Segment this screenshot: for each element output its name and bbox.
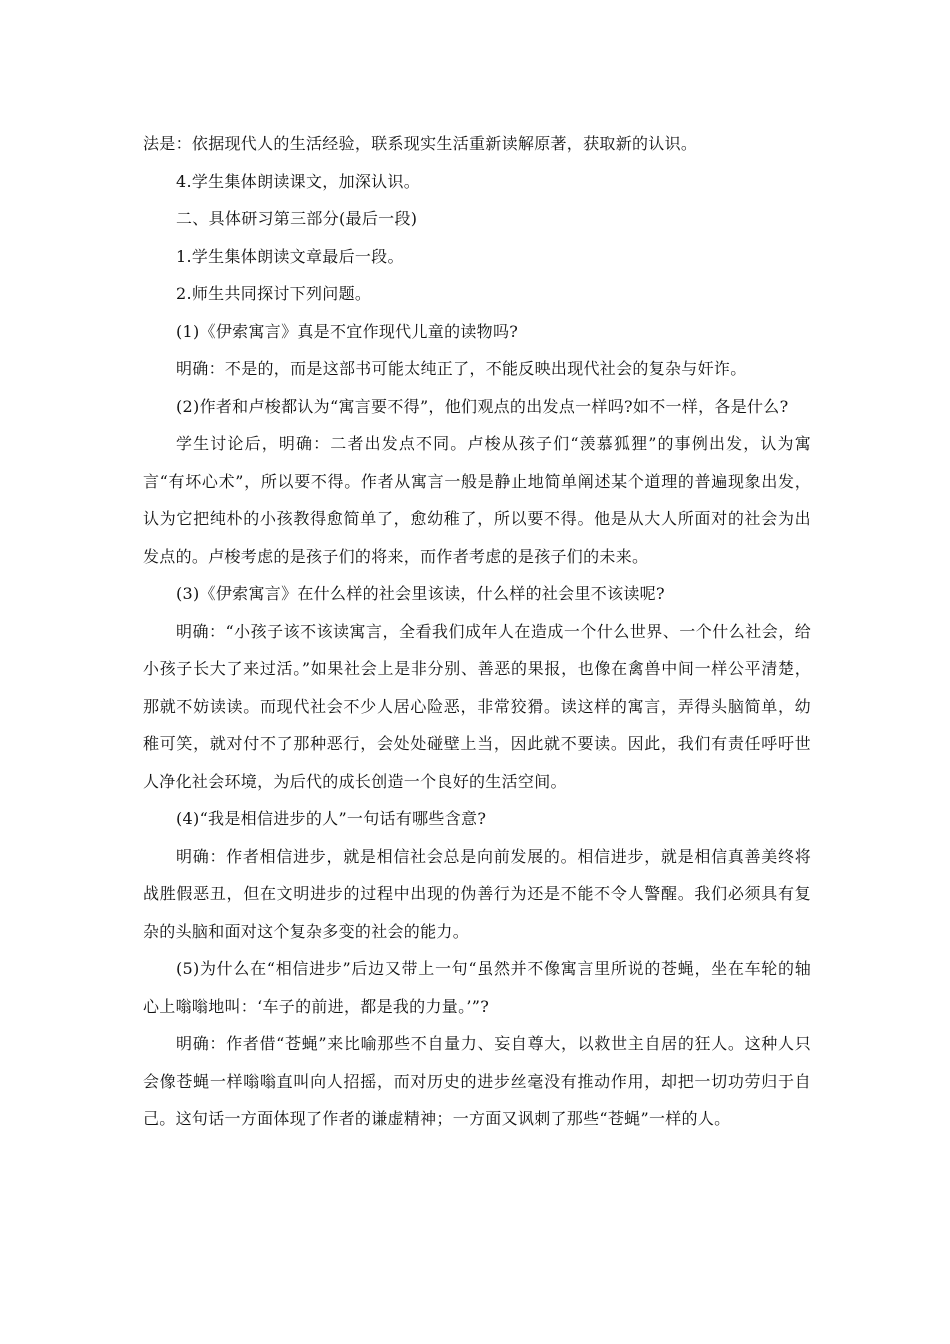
answer-4: 明确：作者相信进步，就是相信社会总是向前发展的。相信进步，就是相信真善美终将战胜假恶丑，但在文明进步的过程中出现的伪善行为还是不能不令人警醒。我们必须具有复杂的头脑和面对这个复杂多变的社会的能力。 <box>143 846 811 941</box>
paragraph-step-1: 1.学生集体朗读文章最后一段。 <box>176 246 404 266</box>
question-3: (3)《伊索寓言》在什么样的社会里该读，什么样的社会里不该读呢? <box>176 584 665 603</box>
question-5: (5)为什么在“相信进步”后边又带上一句“虽然并不像寓言里所说的苍蝇，坐在车轮的轴心上嗡嗡地叫：‘车子的前进，都是我的力量。’”? <box>143 959 811 1016</box>
answer-3: 明确：“小孩子该不该读寓言，全看我们成年人在造成一个什么世界、一个什么社会，给小孩子长大了来过活。”如果社会上是非分别、善恶的果报，也像在禽兽中间一样公平清楚，那就不妨读读。而现代社会不少人居心险恶，非常狡猾。读这样的寓言，弄得头脑简单，幼稚可笑，就对付不了那种恶行，会处处碰壁上当，因此就不要读。因此，我们有责任呼吁世人净化社会环境，为后代的成长创造一个良好的生活空间。 <box>143 621 811 791</box>
answer-5: 明确：作者借“苍蝇”来比喻那些不自量力、妄自尊大，以救世主自居的狂人。这种人只会像苍蝇一样嗡嗡直叫向人招摇，而对历史的进步丝毫没有推动作用，却把一切功劳归于自己。这句话一方面体现了作者的谦虚精神；一方面又讽刺了那些“苍蝇”一样的人。 <box>143 1034 811 1128</box>
question-4: (4)“我是相信进步的人”一句话有哪些含意? <box>176 809 487 828</box>
question-1: (1)《伊索寓言》真是不宜作现代儿童的读物吗? <box>176 321 519 341</box>
section-heading-part-3: 二、具体研习第三部分(最后一段) <box>176 209 418 228</box>
paragraph-step-2: 2.师生共同探讨下列问题。 <box>176 284 372 303</box>
paragraph-method-continuation: 法是：依据现代人的生活经验，联系现实生活重新读解原著，获取新的认识。 <box>143 134 698 153</box>
question-2: (2)作者和卢梭都认为“寓言要不得”，他们观点的出发点一样吗?如不一样，各是什么? <box>176 396 789 416</box>
paragraph-step-4: 4.学生集体朗读课文，加深认识。 <box>176 171 421 191</box>
answer-1: 明确：不是的，而是这部书可能太纯正了，不能反映出现代社会的复杂与奸诈。 <box>176 359 747 378</box>
answer-2: 学生讨论后，明确：二者出发点不同。卢梭从孩子们“羡慕狐狸”的事例出发，认为寓言“有坏心术”，所以要不得。作者从寓言一般是静止地简单阐述某个道理的普遍现象出发，认为它把纯朴的小孩教得愈简单了，愈幼稚了，所以要不得。他是从大人所面对的社会为出发点的。卢梭考虑的是孩子们的将来，而作者考虑的是孩子们的未来。 <box>143 434 811 566</box>
document-body <box>143 125 811 1138</box>
